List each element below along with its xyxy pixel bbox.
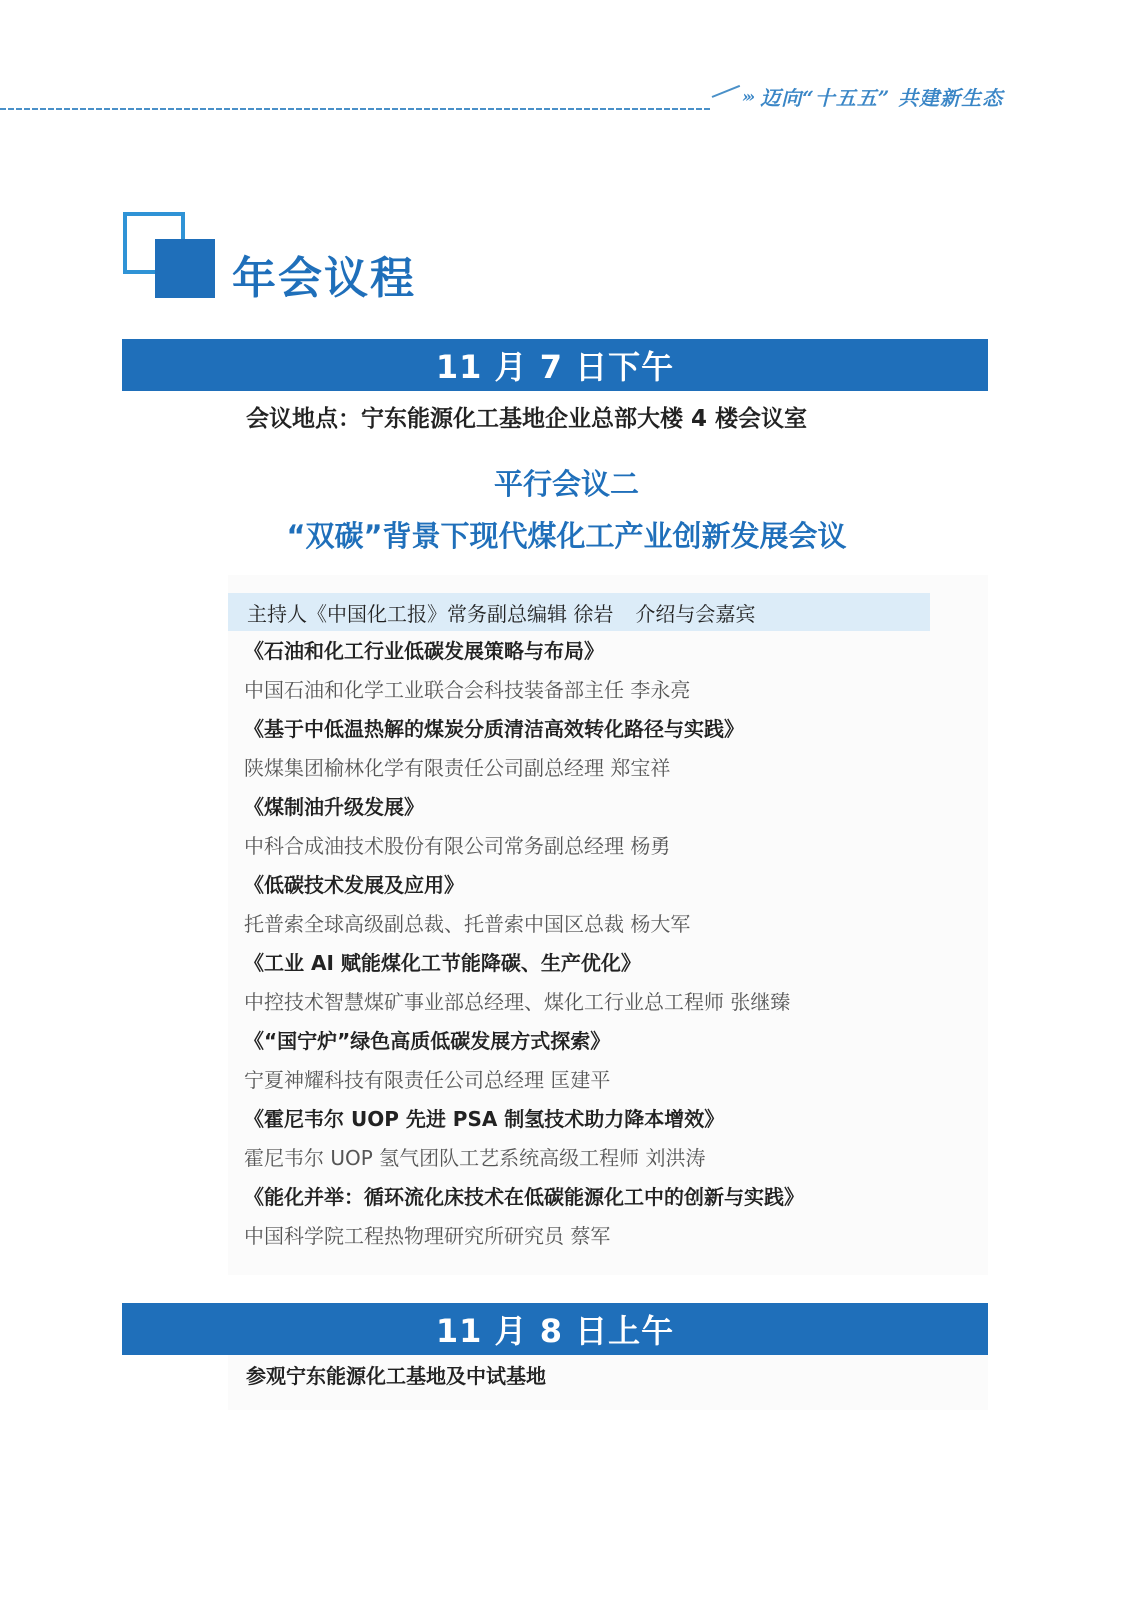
chevrons-right-icon: ››› [742,86,753,106]
talk-title: 《基于中低温热解的煤炭分质清洁高效转化路径与实践》 [244,717,744,741]
talk-title: 《低碳技术发展及应用》 [244,873,464,897]
header-slogan [742,82,1003,110]
day-1-header-bar [122,339,988,391]
session-title: “双碳”背景下现代煤化工产业创新发展会议 [286,519,847,553]
talk-speaker: 托普索全球高级副总裁、托普索中国区总裁 杨大军 [244,912,691,936]
host-text: 主持人《中国化工报》常务副总编辑 徐岩 [247,601,614,626]
talk-title: 《石油和化工行业低碳发展策略与布局》 [244,639,604,663]
section-title-mark-icon [123,212,215,298]
visit-activity: 参观宁东能源化工基地及中试基地 [246,1364,546,1388]
day-2-label: 11 月 8 日上午 [435,1312,675,1350]
day-1-label: 11 月 7 日下午 [435,348,675,386]
venue-text: 会议地点：宁东能源化工基地企业总部大楼 4 楼会议室 [246,406,808,432]
agenda-list [244,632,974,1256]
talk-speaker: 宁夏神耀科技有限责任公司总经理 匡建平 [244,1068,611,1092]
header-slogan-text: 迈向“十五五” 共建新生态 [760,85,1004,110]
talk-speaker: 中国科学院工程热物理研究所研究员 蔡军 [244,1224,611,1248]
talk-speaker: 中科合成油技术股份有限公司常务副总经理 杨勇 [244,834,671,858]
page-title: 年会议程 [232,253,416,304]
title-mark-fill [155,239,215,298]
session-label: 平行会议二 [493,467,639,501]
talk-speaker: 中控技术智慧煤矿事业部总经理、煤化工行业总工程师 张继臻 [244,990,791,1014]
header-slant-stroke [712,85,741,98]
talk-speaker: 霍尼韦尔 UOP 氢气团队工艺系统高级工程师 刘洪涛 [244,1146,706,1170]
talk-title: 《霍尼韦尔 UOP 先进 PSA 制氢技术助力降本增效》 [244,1107,725,1131]
talk-speaker: 陕煤集团榆林化学有限责任公司副总经理 郑宝祥 [244,756,671,780]
talk-title: 《“国宁炉”绿色高质低碳发展方式探索》 [244,1029,611,1053]
day-2-header-bar [122,1303,988,1355]
talk-speaker: 中国石油和化学工业联合会科技装备部主任 李永亮 [244,678,691,702]
talk-title: 《煤制油升级发展》 [244,795,424,819]
talk-title: 《能化并举：循环流化床技术在低碳能源化工中的创新与实践》 [244,1185,804,1209]
host-bar [228,593,930,631]
talk-title: 《工业 AI 赋能煤化工节能降碳、生产优化》 [244,951,641,975]
host-intro-text: 介绍与会嘉宾 [635,601,756,626]
header-divider-line [0,108,712,110]
